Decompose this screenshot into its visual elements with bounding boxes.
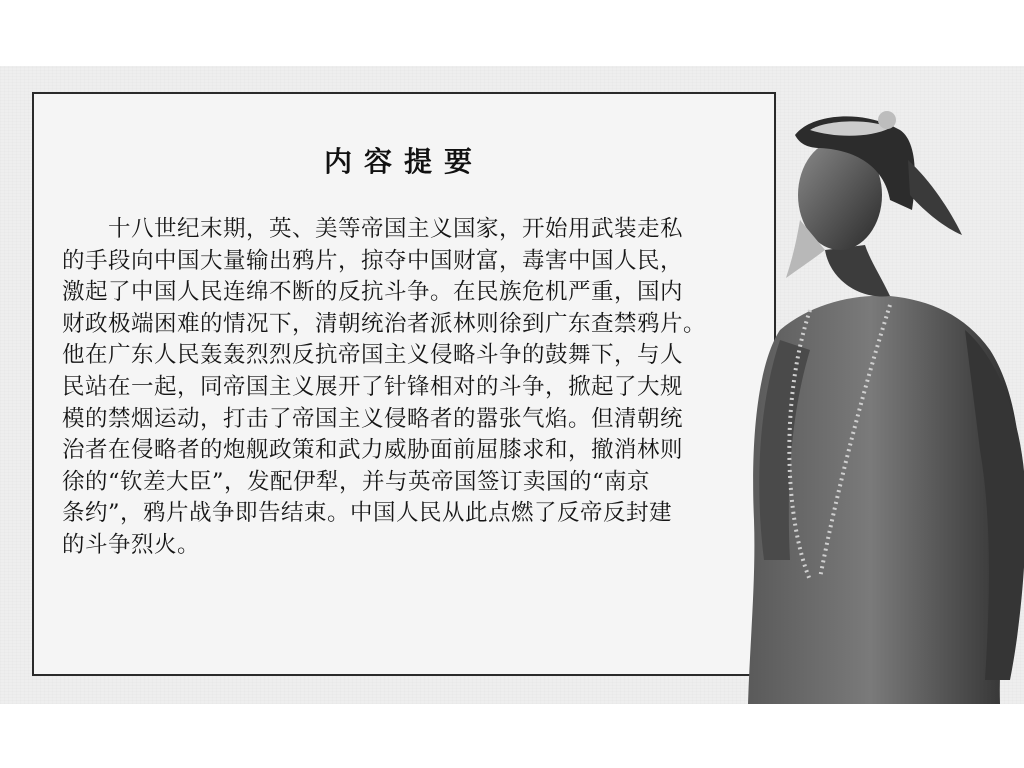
page-title: 内容提要 (323, 145, 484, 178)
statue-image (740, 100, 1024, 704)
paragraph-line: 模的禁烟运动，打击了帝国主义侵略者的嚣张气焰。但清朝统 (62, 405, 684, 432)
paragraph-line: 治者在侵略者的炮舰政策和武力威胁面前屈膝求和，撤消林则 (62, 437, 684, 464)
paragraph-line: 的斗争烈火。 (62, 531, 201, 558)
paragraph-line: 的手段向中国大量输出鸦片，掠夺中国财富，毒害中国人民， (62, 247, 684, 274)
paragraph-line: 徐的“钦差大臣”，发配伊犁，并与英帝国签订卖国的“南京 (62, 468, 651, 495)
paragraph-line: 财政极端困难的情况下，清朝统治者派林则徐到广东查禁鸦片。 (62, 310, 707, 337)
paragraph-line: 他在广东人民轰轰烈烈反抗帝国主义侵略斗争的鼓舞下，与人 (62, 342, 684, 369)
paragraph-line: 激起了中国人民连绵不断的反抗斗争。在民族危机严重，国内 (62, 279, 684, 306)
paragraph-line: 条约”，鸦片战争即告结束。中国人民从此点燃了反帝反封建 (62, 500, 673, 527)
paragraph-line: 民站在一起，同帝国主义展开了针锋相对的斗争，掀起了大规 (62, 373, 684, 400)
summary-paragraph (62, 214, 752, 562)
paragraph-line: 十八世纪末期，英、美等帝国主义国家，开始用武装走私 (108, 216, 684, 242)
